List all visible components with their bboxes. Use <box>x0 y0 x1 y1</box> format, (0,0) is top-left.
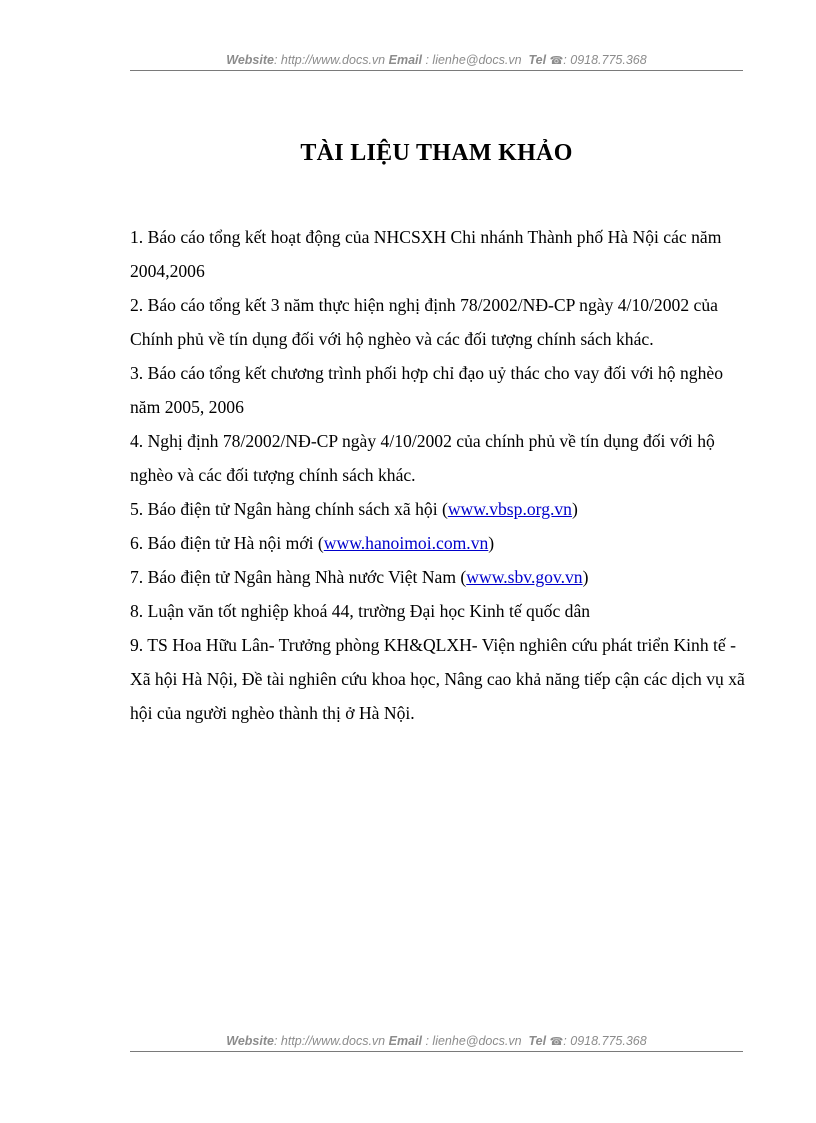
reference-text-suffix: ) <box>488 533 495 553</box>
header-website-label: Website <box>226 53 274 67</box>
header-tel-value: : 0918.775.368 <box>563 53 647 67</box>
reference-text: 4. Nghị định 78/2002/NĐ-CP ngày 4/10/2002 của chính phủ về tín dụng đối với hộ nghèo và các đối tượng chính sách khác. <box>130 431 715 485</box>
reference-text: 9. TS Hoa Hữu Lân- Trưởng phòng KH&QLXH- Viện nghiên cứu phát triển Kinh tế - Xã hội Hà Nội, Đề tài nghiên cứu khoa học, Nâng cao khả năng tiếp cận các dịch vụ xã hội của người nghèo thành thị ở Hà Nội. <box>130 635 745 723</box>
page-footer <box>130 1033 743 1050</box>
vbsp-link[interactable]: www.vbsp.org.vn <box>447 499 572 519</box>
reference-text-suffix: ) <box>571 499 578 519</box>
reference-item <box>130 526 745 560</box>
reference-text-prefix: 6. Báo điện tử Hà nội mới ( <box>130 533 324 553</box>
reference-item <box>130 220 745 288</box>
hanoimoi-link[interactable]: www.hanoimoi.com.vn <box>323 533 489 553</box>
header-tel-label: Tel <box>528 53 547 67</box>
footer-website-value: : http://www.docs.vn <box>273 1034 386 1048</box>
header-divider <box>130 70 743 71</box>
reference-text: 2. Báo cáo tổng kết 3 năm thực hiện nghị định 78/2002/NĐ-CP ngày 4/10/2002 của Chính phủ về tín dụng đối với hộ nghèo và các đối tượng chính sách khác. <box>130 295 718 349</box>
reference-text: 1. Báo cáo tổng kết hoạt động của NHCSXH Chi nhánh Thành phố Hà Nội các năm 2004,2006 <box>130 227 722 281</box>
reference-list <box>130 220 745 730</box>
footer-divider <box>130 1051 743 1052</box>
reference-item <box>130 424 745 492</box>
reference-text: 8. Luận văn tốt nghiệp khoá 44, trường Đại học Kinh tế quốc dân <box>130 601 591 621</box>
footer-tel-value: : 0918.775.368 <box>563 1034 647 1048</box>
reference-text-prefix: 5. Báo điện tử Ngân hàng chính sách xã hội ( <box>130 499 448 519</box>
reference-text: 3. Báo cáo tổng kết chương trình phối hợp chỉ đạo uỷ thác cho vay đối với hộ nghèo năm 2005, 2006 <box>130 363 723 417</box>
reference-item <box>130 492 745 526</box>
header-email-label: Email <box>388 53 422 67</box>
reference-text-prefix: 7. Báo điện tử Ngân hàng Nhà nước Việt Nam ( <box>130 567 467 587</box>
phone-icon: ☎ <box>549 55 564 67</box>
reference-item <box>130 356 745 424</box>
footer-website-label: Website <box>226 1034 274 1048</box>
reference-item <box>130 628 745 730</box>
header-email-value: : lienhe@docs.vn <box>425 53 522 67</box>
footer-tel-label: Tel <box>528 1034 547 1048</box>
reference-text-suffix: ) <box>582 567 589 587</box>
header-website-value: : http://www.docs.vn <box>273 53 386 67</box>
page-title: TÀI LIỆU THAM KHẢO <box>300 140 573 166</box>
phone-icon: ☎ <box>549 1036 564 1048</box>
footer-email-label: Email <box>388 1034 422 1048</box>
reference-item <box>130 288 745 356</box>
page-header <box>130 52 743 69</box>
sbv-link[interactable]: www.sbv.gov.vn <box>466 567 583 587</box>
reference-item <box>130 560 745 594</box>
reference-item <box>130 594 745 628</box>
footer-email-value: : lienhe@docs.vn <box>425 1034 522 1048</box>
